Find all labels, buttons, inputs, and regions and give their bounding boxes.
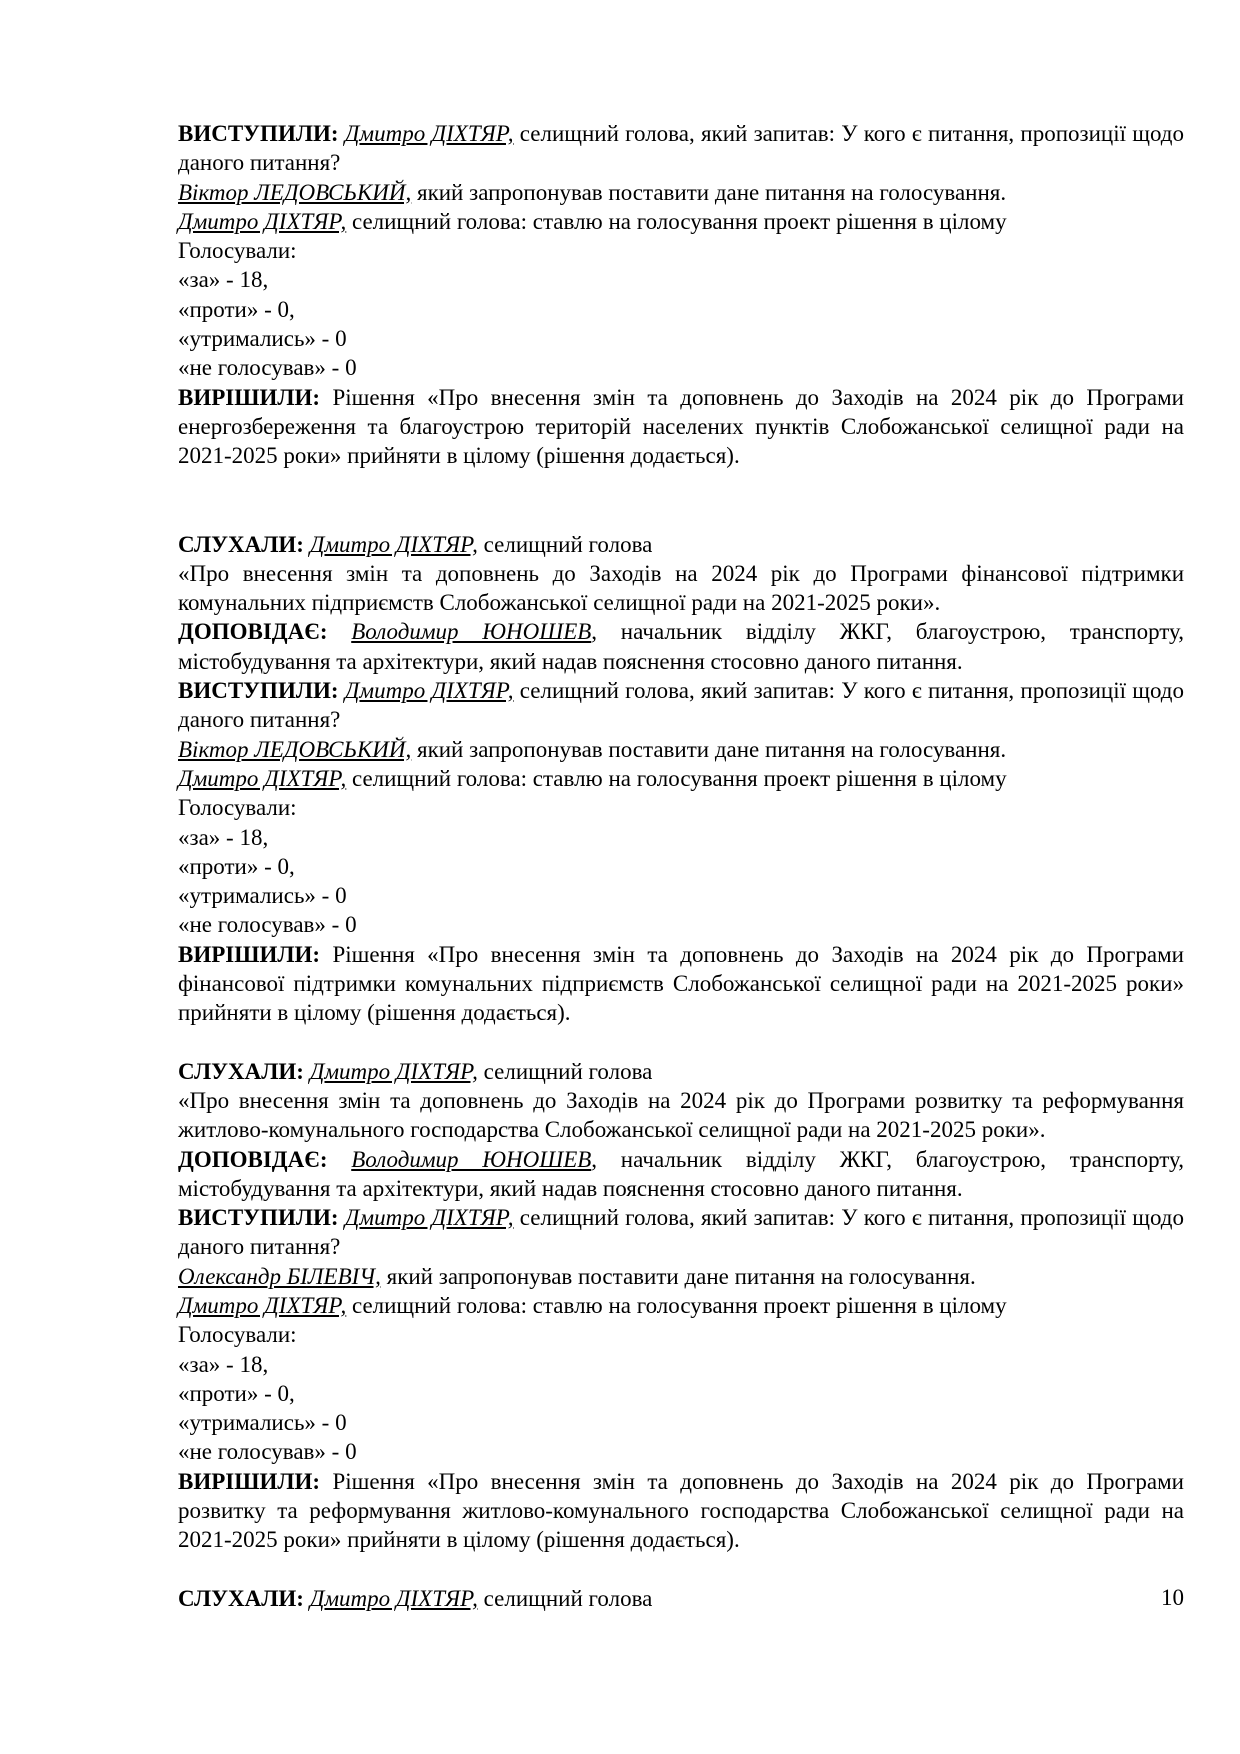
speakers-paragraph (178, 119, 1184, 178)
decision-paragraph (178, 1467, 1184, 1555)
decision-label: ВИРІШИЛИ: (178, 384, 321, 410)
speaker-text: селищний голова, який запитав: У кого є питання, пропозиції щодо даного питання? (178, 678, 1185, 733)
speaker-name: Дмитро ДІХТЯР, (344, 678, 514, 704)
vote-against: «проти» - 0, (178, 296, 295, 322)
speaker-text: селищний голова, який запитав: У кого є питання, пропозиції щодо даного питання? (178, 1205, 1185, 1260)
heard-text: селищний голова (477, 531, 653, 557)
decision-label: ВИРІШИЛИ: (178, 941, 321, 967)
chair-name: Дмитро ДІХТЯР, (178, 765, 347, 791)
chair-name: Дмитро ДІХТЯР, (178, 208, 347, 234)
votes-title: Голосували: (178, 795, 297, 821)
chair-paragraph (178, 207, 1184, 236)
decision-text: Рішення «Про внесення змін та доповнень до Заходів на 2024 рік до Програми енергозбереження та благоустрою територій населених пунктів Слобожанської селищної ради на 2021-2025 роки» прийняти в цілому (рішення додається). (178, 384, 1184, 469)
reporter-text: , начальник відділу ЖКГ, благоустрою, транспорту, містобудування та архітектури, який надав пояснення стосовно даного питання. (178, 619, 1184, 674)
chair-paragraph (178, 764, 1184, 793)
chair-text: селищний голова: ставлю на голосування проект рішення в цілому (346, 208, 1007, 234)
reporter-name: Володимир ЮНОШЕВ (351, 1146, 592, 1172)
heard-paragraph (178, 1584, 1184, 1613)
vote-abstain: «утримались» - 0 (178, 1410, 347, 1436)
speakers-paragraph (178, 1203, 1184, 1262)
heard-label: СЛУХАЛИ: (178, 531, 304, 557)
proposer-text: який запропонував поставити дане питання на голосування. (411, 736, 1007, 762)
vote-against: «проти» - 0, (178, 853, 295, 879)
heard-paragraph (178, 1057, 1184, 1086)
reporter-label: ДОПОВІДАЄ: (178, 1146, 328, 1172)
page-number: 10 (1161, 1585, 1184, 1610)
heard-text: селищний голова (477, 1585, 653, 1611)
speakers-label: ВИСТУПИЛИ: (178, 1205, 339, 1231)
chair-paragraph (178, 1291, 1184, 1320)
speakers-label: ВИСТУПИЛИ: (178, 678, 339, 704)
heard-text: селищний голова (477, 1058, 653, 1084)
proposer-name: Віктор ЛЕДОВСЬКИЙ, (178, 736, 412, 762)
reporter-label: ДОПОВІДАЄ: (178, 619, 328, 645)
heard-name: Дмитро ДІХТЯР, (309, 1585, 478, 1611)
vote-none: «не голосував» - 0 (178, 1439, 357, 1465)
heard-name: Дмитро ДІХТЯР, (309, 531, 478, 557)
vote-none: «не голосував» - 0 (178, 912, 357, 938)
vote-against: «проти» - 0, (178, 1380, 295, 1406)
heard-label: СЛУХАЛИ: (178, 1058, 304, 1084)
topic-paragraph: «Про внесення змін та доповнень до Заходів на 2024 рік до Програми розвитку та реформування житлово-комунального господарства Слобожанської селищної ради на 2021-2025 роки». (178, 1087, 1184, 1143)
agenda-section-1 (178, 119, 1184, 471)
heard-label: СЛУХАЛИ: (178, 1585, 304, 1611)
votes-title: Голосували: (178, 238, 297, 264)
agenda-section-2 (178, 530, 1184, 1028)
speaker-text: селищний голова, який запитав: У кого є питання, пропозиції щодо даного питання? (178, 121, 1185, 176)
decision-text: Рішення «Про внесення змін та доповнень до Заходів на 2024 рік до Програми фінансової підтримки комунальних підприємств Слобожанської селищної ради на 2021-2025 роки» прийняти в цілому (рішення додається). (178, 941, 1184, 1026)
decision-label: ВИРІШИЛИ: (178, 1468, 321, 1494)
decision-paragraph (178, 383, 1184, 471)
decision-paragraph (178, 940, 1184, 1028)
reporter-paragraph (178, 1145, 1184, 1204)
topic-paragraph: «Про внесення змін та доповнень до Заходів на 2024 рік до Програми фінансової підтримки комунальних підприємств Слобожанської селищної ради на 2021-2025 роки». (178, 560, 1184, 616)
section-spacer (178, 1555, 1184, 1584)
votes-title: Голосували: (178, 1322, 297, 1348)
decision-text: Рішення «Про внесення змін та доповнень до Заходів на 2024 рік до Програми розвитку та реформування житлово-комунального господарства Слобожанської селищної ради на 2021-2025 роки» прийняти в цілому (рішення додається). (178, 1468, 1184, 1553)
speakers-label: ВИСТУПИЛИ: (178, 121, 339, 146)
heard-name: Дмитро ДІХТЯР, (309, 1058, 478, 1084)
speaker-name: Дмитро ДІХТЯР, (344, 121, 514, 146)
agenda-section-4 (178, 1584, 1184, 1613)
proposer-name: Віктор ЛЕДОВСЬКИЙ, (178, 179, 412, 205)
vote-abstain: «утримались» - 0 (178, 883, 347, 909)
reporter-paragraph (178, 617, 1184, 676)
agenda-section-3 (178, 1057, 1184, 1555)
speaker-name: Дмитро ДІХТЯР, (344, 1205, 514, 1231)
vote-none: «не голосував» - 0 (178, 355, 357, 381)
chair-text: селищний голова: ставлю на голосування проект рішення в цілому (346, 765, 1007, 791)
proposer-text: який запропонував поставити дане питання на голосування. (380, 1263, 976, 1289)
reporter-text: , начальник відділу ЖКГ, благоустрою, транспорту, містобудування та архітектури, який надав пояснення стосовно даного питання. (178, 1146, 1184, 1201)
vote-for: «за» - 18, (178, 824, 269, 850)
chair-name: Дмитро ДІХТЯР, (178, 1292, 347, 1318)
proposer-paragraph (178, 1262, 1184, 1291)
section-spacer (178, 471, 1184, 530)
heard-paragraph (178, 530, 1184, 559)
proposer-name: Олександр БІЛЕВІЧ, (178, 1263, 381, 1289)
chair-text: селищний голова: ставлю на голосування проект рішення в цілому (346, 1292, 1007, 1318)
proposer-paragraph (178, 178, 1184, 207)
proposer-text: який запропонував поставити дане питання на голосування. (411, 179, 1007, 205)
speakers-paragraph (178, 676, 1184, 735)
proposer-paragraph (178, 735, 1184, 764)
reporter-name: Володимир ЮНОШЕВ (351, 619, 592, 645)
section-spacer (178, 1028, 1184, 1057)
page-content (178, 119, 1184, 1613)
vote-for: «за» - 18, (178, 1351, 269, 1377)
vote-abstain: «утримались» - 0 (178, 326, 347, 352)
vote-for: «за» - 18, (178, 267, 269, 293)
